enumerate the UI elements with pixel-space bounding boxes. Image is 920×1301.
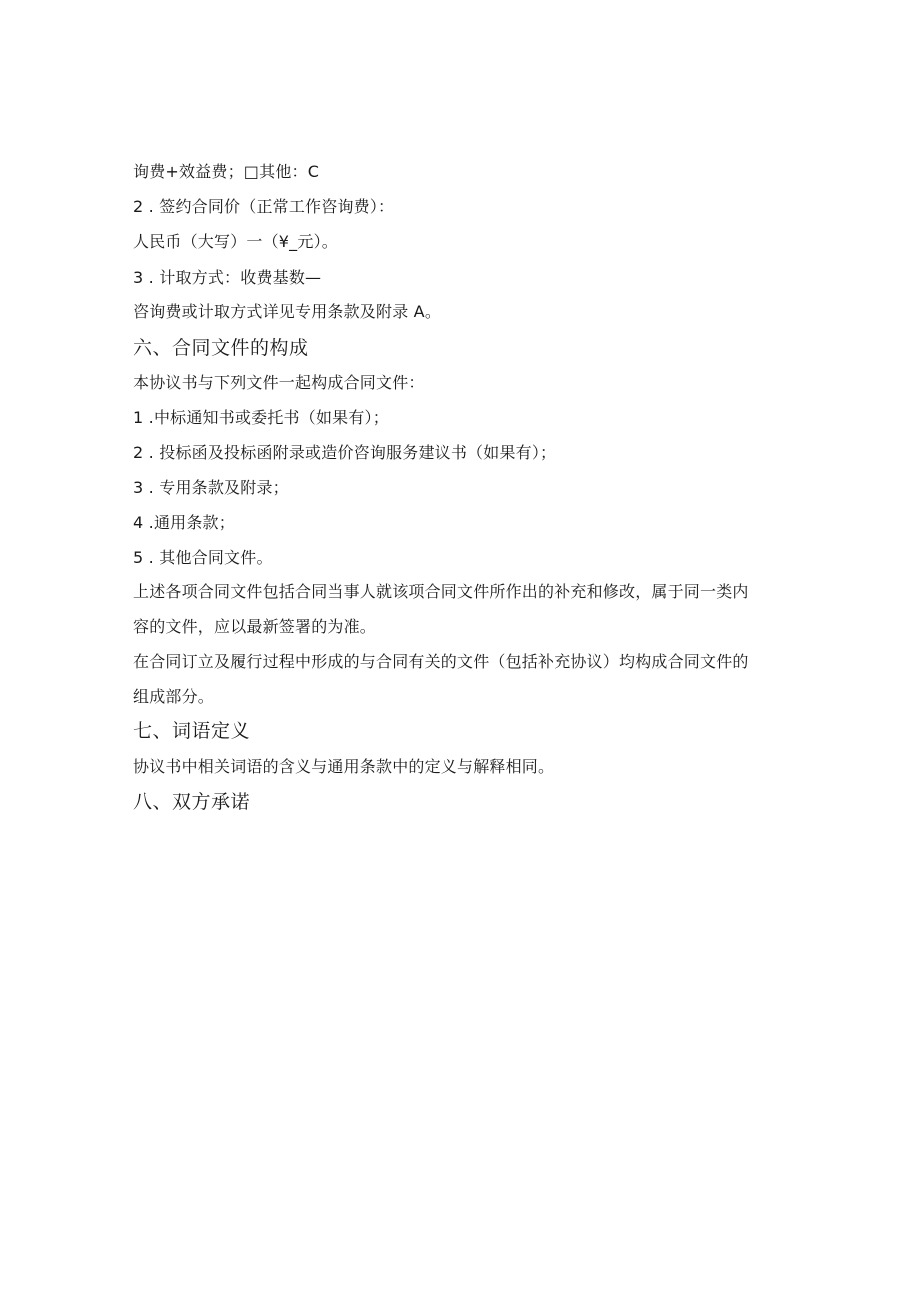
list-item: 5 . 其他合同文件。 [133,548,273,567]
paragraph-line: 上述各项合同文件包括合同当事人就该项合同文件所作出的补充和修改，属于同一类内 [133,582,749,601]
contract-documents-intro: 本协议书与下列文件一起构成合同文件： [133,373,425,392]
list-item: 1 .中标通知书或委托书（如果有）； [133,408,389,427]
list-item: 2 . 投标函及投标函附录或造价咨询服务建议书（如果有）； [133,443,557,462]
paragraph-line: 在合同订立及履行过程中形成的与合同有关的文件（包括补充协议）均构成合同文件的 [133,652,749,671]
list-item: 4 .通用条款； [133,513,235,532]
section-heading-definitions: 七、词语定义 [133,720,251,742]
calculation-method-detail: 咨询费或计取方式详见专用条款及附录 A。 [133,302,442,321]
calculation-method-label: 3 . 计取方式：收费基数— [133,268,322,287]
list-item: 3 . 专用条款及附录； [133,478,289,497]
section-heading-contract-documents: 六、合同文件的构成 [133,337,309,359]
paragraph-line: 组成部分。 [133,687,215,706]
contract-price-amount: 人民币（大写）一（¥_元）。 [133,232,338,251]
contract-price-label: 2 . 签约合同价（正常工作咨询费）： [133,197,395,216]
fee-type-line: 询费+效益费；□其他：C [133,162,320,181]
paragraph-line: 容的文件，应以最新签署的为准。 [133,617,377,636]
section-heading-commitments: 八、双方承诺 [133,791,251,813]
definitions-text: 协议书中相关词语的含义与通用条款中的定义与解释相同。 [133,757,555,776]
